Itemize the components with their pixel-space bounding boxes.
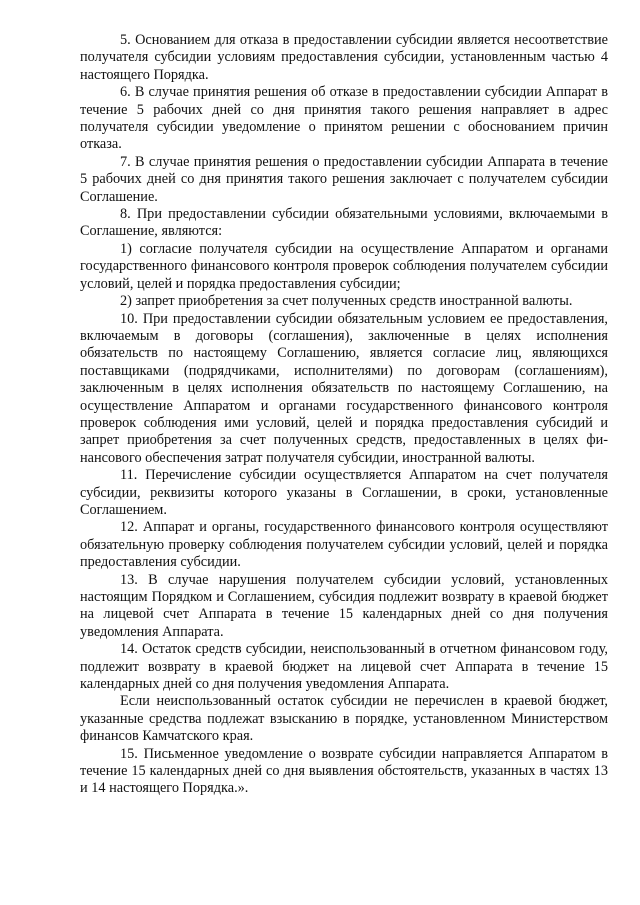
paragraph-14-continued: Если неиспользованный остаток субсидии не перечислен в краевой бюджет, указанные средства подлежат взысканию в порядке, установленном Министерством финансов Камчатского края. [80, 693, 608, 745]
document-page [80, 32, 608, 798]
paragraph-15: 15. Письменное уведомление о возврате субсидии направляется Аппаратом в течение 15 календарных дней со дня выявления обстоятельств, указанных в частях 13 и 14 настоящего Порядка.». [80, 745, 608, 797]
paragraph-11: 11. Перечисление субсидии осуществляется Аппаратом на счет получателя субсидии, реквизиты которого указаны в Соглашении, в сроки, установленные Соглашением. [80, 467, 608, 518]
paragraph-8-item-2: 2) запрет приобретения за счет полученных средств иностранной валюты. [120, 293, 573, 310]
paragraph-13: 13. В случае нарушения получателем субсидии условий, установленных настоящим Порядком и Соглашением, субсидия подлежит возврату в краевой бюджет на лицевой счет Аппарата в течение 15 календарных дней со дня получения уведомления Аппарата. [80, 571, 608, 640]
paragraph-8-item-1: 1) согласие получателя субсидии на осуществление Аппаратом и органами государственного финансового контроля проверок соблюдения получателем субсидии условий, целей и порядка предоставления субсидии; [80, 240, 608, 292]
paragraph-7: 7. В случае принятия решения о предоставлении субсидии Аппарата в течение 5 рабочих дней со дня принятия такого решения заключает с получателем субсидии Соглашение. [80, 153, 608, 205]
paragraph-5: 5. Основанием для отказа в предоставлении субсидии является несоответствие получателя субсидии условиям предоставления субсидии, установленным частью 4 настоящего Порядка. [80, 32, 608, 83]
paragraph-12: 12. Аппарат и органы, государственного финансового контроля осуществляют обязательную проверку соблюдения получателем субсидии условий, целей и порядка предоставления субсидии. [80, 519, 608, 571]
paragraph-10: 10. При предоставлении субсидии обязательным условием ее предоставления, включаемым в договоры (соглашения), заключенные в целях исполнения обязательств по настоящему Соглашению, является согласие лиц, являющихся поставщиками (подрядчиками, исполнителями) по договорам (соглашениям), заключенным в целях исполнения обязательств по настоящему Соглашению, на осуществление Аппаратом и органами государственного финансового контроля проверок соблюдения ими условий, целей и порядка предоставления субсидий и запрет приобретения за счет полученных средств, предоставленных в целях финансового обеспечения затрат получателя субсидии, иностранной валюты. [80, 310, 608, 466]
paragraph-8: 8. При предоставлении субсидии обязательными условиями, включаемыми в Соглашение, являются: [80, 206, 608, 240]
paragraph-14: 14. Остаток средств субсидии, неиспользованный в отчетном финансовом году, подлежит возврату в краевой бюджет на лицевой счет Аппарата в течение 15 календарных дней со дня получения уведомления Аппарата. [80, 641, 608, 693]
paragraph-6: 6. В случае принятия решения об отказе в предоставлении субсидии Аппарат в течение 5 рабочих дней со дня принятия такого решения направляет в адрес получателя субсидии уведомление о принятом решении с обоснованием причин отказа. [80, 84, 608, 153]
